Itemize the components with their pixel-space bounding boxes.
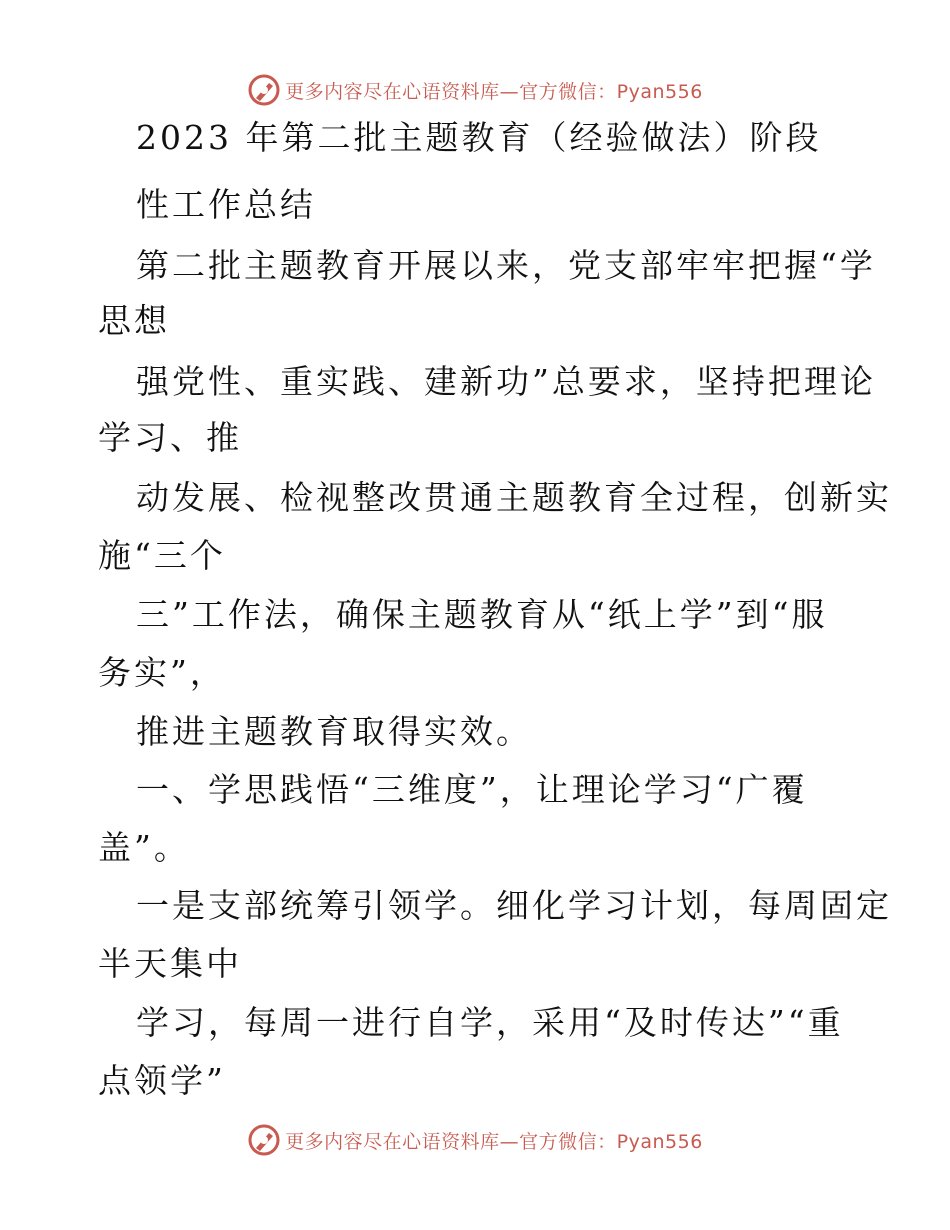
paragraph-line: 推进主题教育取得实效。 [136,712,532,751]
paragraph-line: 动发展、检视整改贯通主题教育全过程，创新实 [136,478,892,517]
paragraph-line: 半天集中 [98,944,242,983]
paragraph-line: 第二批主题教育开展以来，党支部牢牢把握“学 [136,246,876,285]
title-line-2: 性工作总结 [136,185,316,224]
paragraph-line: 务实”， [98,653,226,692]
watermark-text: 更多内容尽在心语资料库—官方微信：Pyan556 [285,1130,703,1153]
paragraph-line: 点领学” [98,1061,226,1100]
pen-seal-icon [247,1123,281,1157]
watermark-header [0,72,950,108]
paragraph-line: 一是支部统筹引领学。细化学习计划，每周固定 [136,886,892,925]
paragraph-line: 思想 [98,301,170,340]
paragraph-line: 施“三个 [98,536,226,575]
paragraph-line: 学习、推 [98,418,242,457]
watermark-text: 更多内容尽在心语资料库—官方微信：Pyan556 [285,80,703,103]
section-heading-continued: 盖”。 [98,828,190,867]
watermark-footer [0,1122,950,1158]
title-line-1: 2023 年第二批主题教育（经验做法）阶段 [136,118,822,157]
section-heading: 一、学思践悟“三维度”，让理论学习“广覆 [136,770,808,809]
paragraph-line: 学习，每周一进行自学，采用“及时传达”“重 [136,1003,844,1042]
paragraph-line: 三”工作法，确保主题教育从“纸上学”到“服 [136,595,828,634]
paragraph-line: 强党性、重实践、建新功”总要求，坚持把理论 [136,362,876,401]
pen-seal-icon [247,73,281,107]
